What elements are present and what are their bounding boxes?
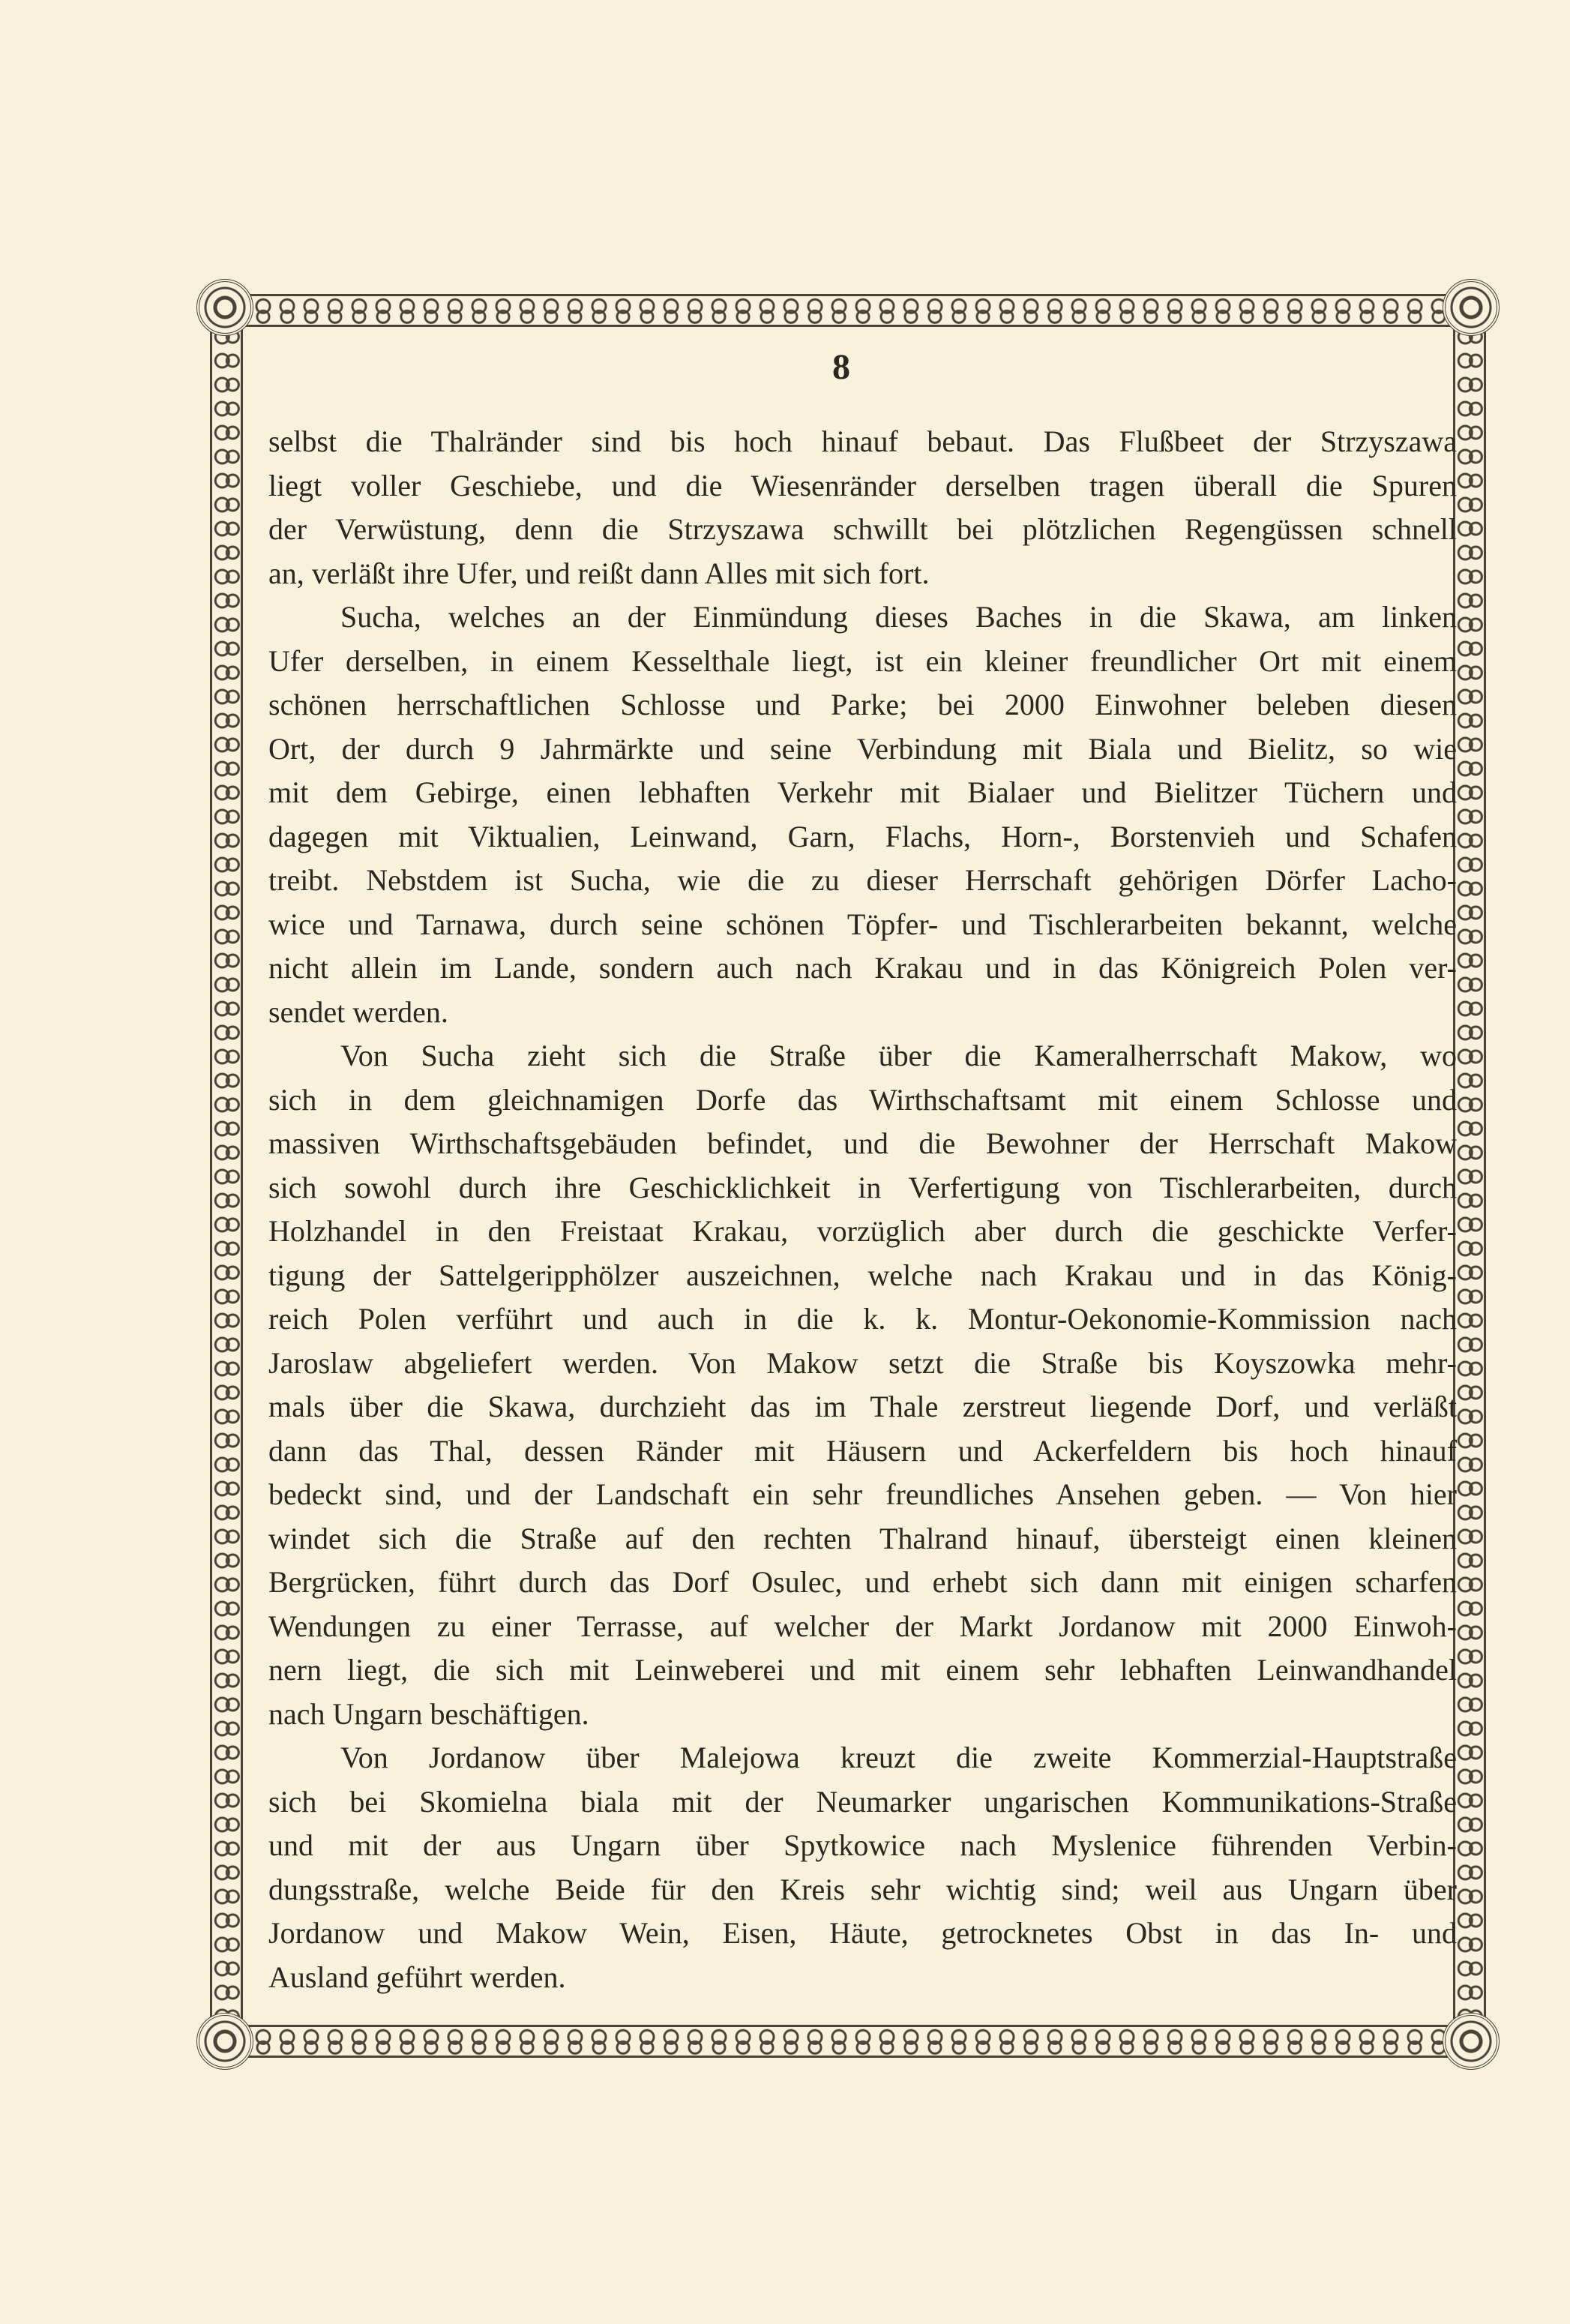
text-line: liegt voller Geschiebe, und die Wiesenränder derselben tragen überall die Spuren bbox=[268, 468, 1457, 502]
text-line: wice und Tarnawa, durch seine schönen Töpfer- und Tischlerarbeiten bekannt, welche bbox=[268, 907, 1457, 941]
ornamental-border-bottom bbox=[225, 2025, 1470, 2058]
ornamental-border-right bbox=[1453, 322, 1486, 2032]
text-line: an, verläßt ihre Ufer, und reißt dann Alles mit sich fort. bbox=[268, 556, 930, 590]
corner-ornament-icon bbox=[1443, 2013, 1500, 2070]
text-line: der Verwüstung, denn die Strzyszawa schwillt bei plötzlichen Regengüssen schnell bbox=[268, 512, 1457, 546]
text-line: bedeckt sind, und der Landschaft ein sehr freundliches Ansehen geben. — Von hier bbox=[268, 1477, 1457, 1511]
text-line: sich sowohl durch ihre Geschicklichkeit in Verfertigung von Tischlerarbeiten, durch bbox=[268, 1170, 1457, 1204]
text-line: Ausland geführt werden. bbox=[268, 1960, 566, 1994]
text-line: und mit der aus Ungarn über Spytkowice nach Myslenice führenden Verbin- bbox=[268, 1828, 1457, 1862]
text-line: Ufer derselben, in einem Kesselthale liegt, ist ein kleiner freundlicher Ort mit einem bbox=[268, 643, 1457, 678]
text-line: Bergrücken, führt durch das Dorf Osulec, und erhebt sich dann mit einigen scharfen bbox=[268, 1565, 1457, 1599]
corner-ornament-icon bbox=[196, 2013, 253, 2070]
ornamental-border-left bbox=[210, 322, 243, 2032]
text-line: nern liegt, die sich mit Leinweberei und mit einem sehr lebhaften Leinwandhandel bbox=[268, 1653, 1457, 1687]
text-line: mals über die Skawa, durchzieht das im Thale zerstreut liegende Dorf, und verläßt bbox=[268, 1390, 1457, 1423]
text-line: tigung der Sattelgeripphölzer auszeichnen, welche nach Krakau und in das König- bbox=[268, 1258, 1457, 1292]
text-line: Von Jordanow über Malejowa kreuzt die zweite Kommerzial-Hauptstraße bbox=[340, 1741, 1457, 1774]
text-line: nach Ungarn beschäftigen. bbox=[268, 1696, 589, 1731]
text-line: windet sich die Straße auf den rechten Thalrand hinauf, übersteigt einen kleinen bbox=[268, 1521, 1457, 1555]
text-line: reich Polen verführt und auch in die k. k. Montur-Oekonomie-Kommission nach bbox=[268, 1302, 1457, 1336]
text-line: schönen herrschaftlichen Schlosse und Parke; bei 2000 Einwohner beleben diesen bbox=[268, 688, 1457, 721]
text-line: sich in dem gleichnamigen Dorfe das Wirthschaftsamt mit einem Schlosse und bbox=[268, 1082, 1457, 1117]
text-line: mit dem Gebirge, einen lebhaften Verkehr mit Bialaer und Bielitzer Tüchern und bbox=[268, 775, 1457, 809]
text-line: Jordanow und Makow Wein, Eisen, Häute, getrocknetes Obst in das In- und bbox=[268, 1916, 1457, 1950]
text-line: Von Sucha zieht sich die Straße über die Kameralherrschaft Makow, wo bbox=[340, 1039, 1457, 1072]
text-line: selbst die Thalränder sind bis hoch hinauf bebaut. Das Flußbeet der Strzyszawa bbox=[268, 424, 1457, 458]
text-line: Wendungen zu einer Terrasse, auf welcher der Markt Jordanow mit 2000 Einwoh- bbox=[268, 1609, 1457, 1643]
corner-ornament-icon bbox=[196, 279, 253, 336]
corner-ornament-icon bbox=[1443, 279, 1500, 336]
text-line: Holzhandel in den Freistaat Krakau, vorzüglich aber durch die geschickte Verfer- bbox=[268, 1214, 1457, 1248]
text-line: Sucha, welches an der Einmündung dieses Baches in die Skawa, am linken bbox=[340, 600, 1457, 634]
text-line: Ort, der durch 9 Jahrmärkte und seine Verbindung mit Biala und Bielitz, so wie bbox=[268, 731, 1457, 766]
text-line: sich bei Skomielna biala mit der Neumarker ungarischen Kommunikations-Straße bbox=[268, 1784, 1457, 1819]
text-line: sendet werden. bbox=[268, 994, 448, 1029]
text-line: dungsstraße, welche Beide für den Kreis sehr wichtig sind; weil aus Ungarn über bbox=[268, 1872, 1457, 1906]
text-line: massiven Wirthschaftsgebäuden befindet, und die Bewohner der Herrschaft Makow bbox=[268, 1126, 1457, 1160]
text-line: dagegen mit Viktualien, Leinwand, Garn, Flachs, Horn-, Borstenvieh und Schafen bbox=[268, 819, 1457, 853]
text-line: treibt. Nebstdem ist Sucha, wie die zu dieser Herrschaft gehörigen Dörfer Lacho- bbox=[268, 863, 1457, 897]
page-number: 8 bbox=[832, 347, 850, 387]
text-line: dann das Thal, dessen Ränder mit Häusern und Ackerfeldern bis hoch hinauf bbox=[268, 1433, 1457, 1468]
ornamental-border-top bbox=[225, 294, 1470, 327]
text-line: Jaroslaw abgeliefert werden. Von Makow setzt die Straße bis Koyszowka mehr- bbox=[268, 1345, 1457, 1380]
text-line: nicht allein im Lande, sondern auch nach Krakau und in das Königreich Polen ver- bbox=[268, 951, 1457, 985]
